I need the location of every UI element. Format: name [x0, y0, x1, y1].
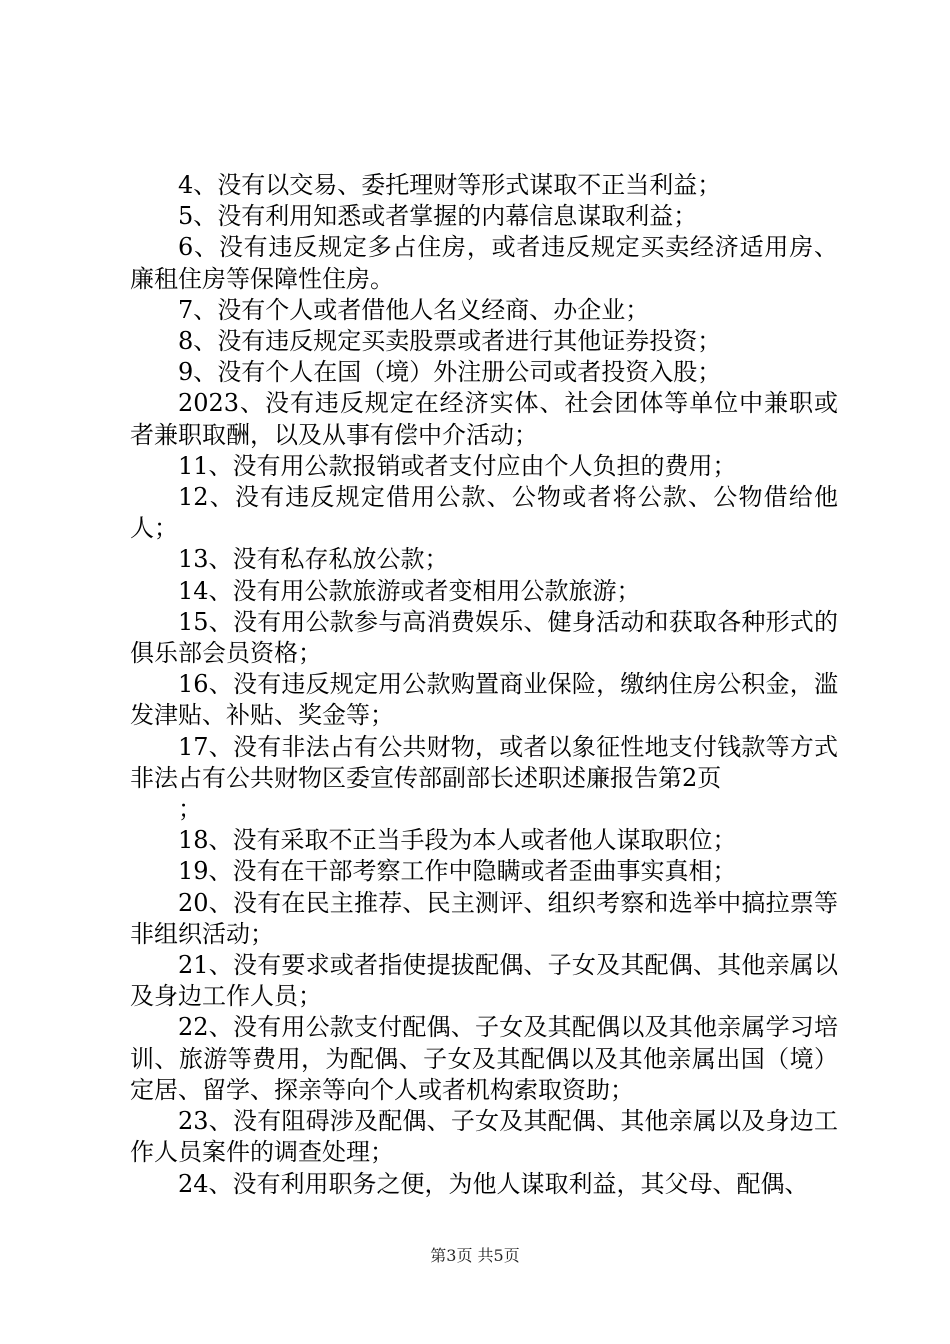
paragraph-19: 19、没有在干部考察工作中隐瞒或者歪曲事实真相；: [178, 857, 737, 886]
paragraph-11: 11、没有用公款报销或者支付应由个人负担的费用；: [178, 451, 737, 480]
paragraph-22: 22、没有用公款支付配偶、子女及其配偶以及其他亲属学习培训、旅游等费用，为配偶、子女及其配偶以及其他亲属出国（境）定居、留学、探亲等向个人或者机构索取资助；: [130, 1013, 838, 1104]
paragraph-10: 2023、没有违反规定在经济实体、社会团体等单位中兼职或者兼职取酬，以及从事有偿中介活动；: [130, 389, 838, 449]
page-footer: [0, 1243, 950, 1266]
paragraph-14: 14、没有用公款旅游或者变相用公款旅游；: [178, 576, 641, 605]
document-body: [130, 170, 838, 1200]
paragraph-24: 24、没有利用职务之便，为他人谋取利益，其父母、配偶、: [178, 1169, 809, 1198]
page-number-label: 第3页 共5页: [430, 1246, 520, 1265]
paragraph-6: 6、没有违反规定多占住房，或者违反规定买卖经济适用房、廉租住房等保障性住房。: [130, 233, 838, 293]
paragraph-23: 23、没有阻碍涉及配偶、子女及其配偶、其他亲属以及身边工作人员案件的调查处理；: [130, 1107, 838, 1167]
paragraph-12: 12、没有违反规定借用公款、公物或者将公款、公物借给他人；: [130, 483, 838, 543]
paragraph-17-end: ；: [178, 795, 202, 824]
paragraph-9: 9、没有个人在国（境）外注册公司或者投资入股；: [178, 358, 722, 387]
paragraph-21: 21、没有要求或者指使提拔配偶、子女及其配偶、其他亲属以及身边工作人员；: [130, 951, 838, 1011]
paragraph-13: 13、没有私存私放公款；: [178, 545, 449, 574]
paragraph-4: 4、没有以交易、委托理财等形式谋取不正当利益；: [178, 171, 722, 199]
paragraph-17: 17、没有非法占有公共财物，或者以象征性地支付钱款等方式非法占有公共财物区委宣传部副部长述职述廉报告第2页: [130, 732, 838, 792]
paragraph-8: 8、没有违反规定买卖股票或者进行其他证券投资；: [178, 327, 722, 356]
paragraph-7: 7、没有个人或者借他人名义经商、办企业；: [178, 295, 650, 324]
paragraph-20: 20、没有在民主推荐、民主测评、组织考察和选举中搞拉票等非组织活动；: [130, 888, 838, 948]
paragraph-15: 15、没有用公款参与高消费娱乐、健身活动和获取各种形式的俱乐部会员资格；: [130, 607, 838, 668]
paragraph-16: 16、没有违反规定用公款购置商业保险，缴纳住房公积金，滥发津贴、补贴、奖金等；: [130, 670, 838, 730]
paragraph-5: 5、没有利用知悉或者掌握的内幕信息谋取利益；: [178, 202, 698, 231]
paragraph-18: 18、没有采取不正当手段为本人或者他人谋取职位；: [178, 826, 737, 855]
